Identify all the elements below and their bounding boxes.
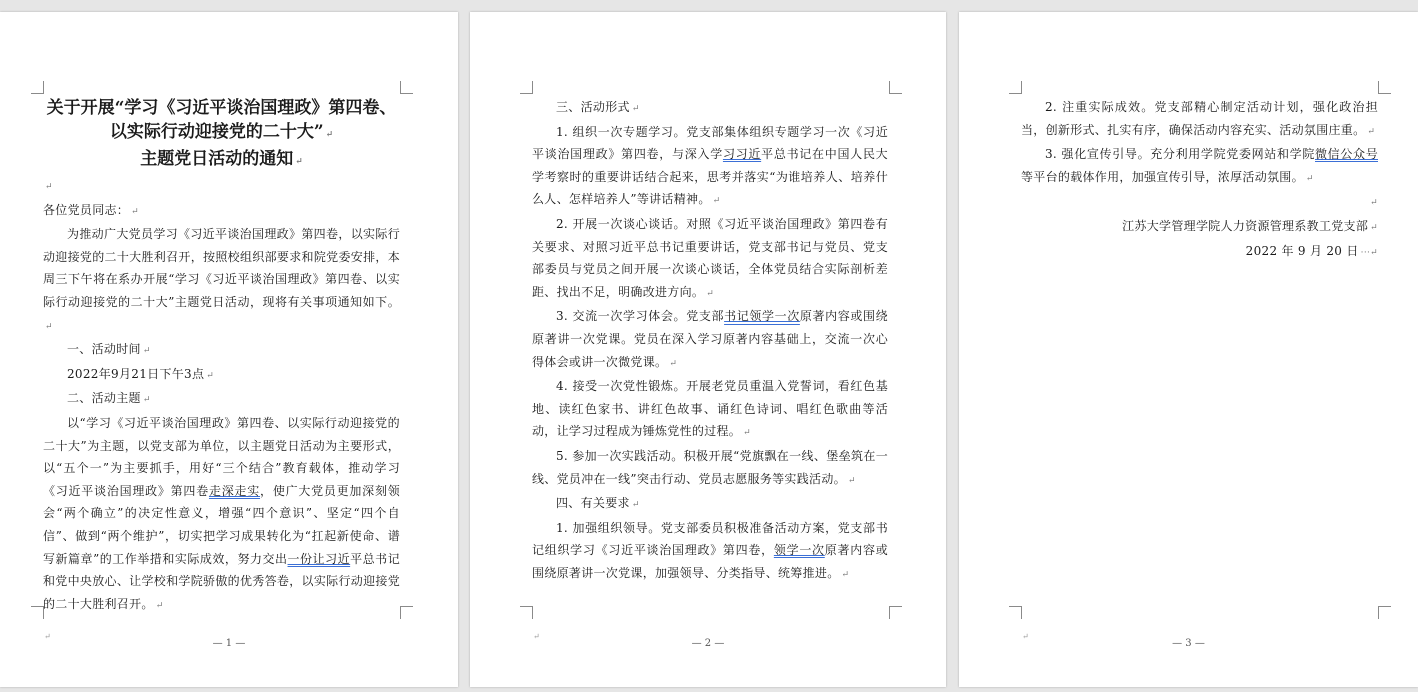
page-2-content — [532, 96, 888, 586]
crop-mark — [400, 81, 413, 94]
greeting: 各位党员同志： ↵ — [43, 202, 139, 217]
section-heading: 二、活动主题 ↵ — [67, 391, 151, 406]
form-item: 1. 组织一次专题学习。党支部集体组织专题学习一次《习近平谈治国理政》第四卷，与深入学习习近平总书记在中国人民大学考察时的重要讲话结合起来，思考并落实“为谁培养人、培养什么人、怎样培养人”等讲话精神。 ↵ — [532, 124, 888, 207]
crop-mark — [1378, 606, 1391, 619]
activity-time: 2022年9月21日下午3点 ↵ — [67, 366, 215, 381]
crop-mark — [889, 81, 902, 94]
page-3-content — [1021, 96, 1378, 264]
document-page-3: 2. 注重实际成效。党支部精心制定活动计划，强化政治担当，创新形式、扎实有序，确保活动内容充实、活动氛围庄重。 ↵ 3. 强化宣传引导。充分利用学院党委网站和学院微信公众号等平台的载体作用，加强宣传引导，浓厚活动氛围。 ↵ ↵ 江苏大学管理学院人力资源管理系教工党支部 ↵ 2022 年 9 月 20 日 ···↵ ↵ — 3 — — [959, 12, 1418, 687]
blank-line: ↵ — [45, 182, 53, 192]
page-number: — 1 — — [212, 638, 246, 649]
crop-mark — [889, 606, 902, 619]
crop-mark — [520, 81, 533, 94]
document-page-2: 三、活动形式 ↵ 1. 组织一次专题学习。党支部集体组织专题学习一次《习近平谈治国理政》第四卷，与深入学习习近平总书记在中国人民大学考察时的重要讲话结合起来，思考并落实“为谁培养人、培养什么人、怎样培养人”等讲话精神。 ↵ 2. 开展一次谈心谈话。对照《习近平谈治国理政》第四卷有关要求、对照习近平总书记重要讲话，党支部书记与党员、党支部委员与党员之间开展一次谈心谈话，全体党员结合实际剖析差距、找出不足，明确改进方向。 ↵ 3. 交流一次学习体会。党支部书记领学一次原著内容或围绕原著讲一次党课。党员在深入学习原著内容基础上，交流一次心得体会或讲一次微党课。 ↵ 4. 接受一次党性锻炼。开展老党员重温入党誓词，看红色基地、读红色家书、讲红色故事、诵红色诗词、唱红色歌曲等活动，让学习过程成为锤炼党性的过程。 ↵ 5. 参加一次实践活动。积极开展“党旗飘在一线、堡垒筑在一线、党员冲在一线”突击行动、党员志愿服务等实践活动。 ↵ 四、有关要求 ↵ 1. 加强组织领导。党支部委员积极准备活动方案，党支部书记组织学习《习近平谈治国理政》第四卷，领学一次原著内容或围绕原著讲一次党课，加强领导、分类指导、统筹推进。 ↵ ↵ — 2 — — [470, 12, 946, 687]
blank-line: ↵ — [1370, 198, 1378, 209]
crop-mark — [520, 606, 533, 619]
signature-date: 2022 年 9 月 20 日 ···↵ — [1245, 243, 1378, 258]
notice-title: 主题党日活动的通知 ↵ — [140, 149, 303, 169]
crop-mark — [1009, 81, 1022, 94]
notice-title: 以实际行动迎接党的二十大” ↵ — [109, 122, 334, 142]
form-item: 4. 接受一次党性锻炼。开展老党员重温入党誓词，看红色基地、读红色家书、讲红色故事、诵红色诗词、唱红色歌曲等活动，让学习过程成为锤炼党性的过程。 ↵ — [532, 379, 888, 439]
form-item: 2. 开展一次谈心谈话。对照《习近平谈治国理政》第四卷有关要求、对照习近平总书记重要讲话，党支部书记与党员、党支部委员与党员之间开展一次谈心谈话，全体党员结合实际剖析差距、找出不足，明确改进方向。 ↵ — [532, 216, 888, 299]
section-heading: 三、活动形式 ↵ — [556, 100, 640, 114]
crop-mark — [400, 606, 413, 619]
signature: 江苏大学管理学院人力资源管理系教工党支部 ↵ — [1122, 218, 1378, 233]
page-number: — 2 — — [691, 638, 725, 649]
notice-title: 关于开展“学习《习近平谈治国理政》第四卷、 — [46, 98, 397, 118]
section-heading: 一、活动时间 ↵ — [67, 342, 151, 357]
intro-paragraph: 为推动广大党员学习《习近平谈治国理政》第四卷，以实际行动迎接党的二十大胜利召开，按照校组织部要求和院党委安排，本周三下午将在系办开展“学习《习近平谈治国理政》第四卷、以实际行动迎接党的二十大”主题党日活动，现将有关事项通知如下。↵ — [43, 227, 400, 332]
crop-mark — [1009, 606, 1022, 619]
document-page-1: 关于开展“学习《习近平谈治国理政》第四卷、 以实际行动迎接党的二十大” ↵ 主题党日活动的通知 ↵ ↵ 各位党员同志： ↵ 为推动广大党员学习《习近平谈治国理政》第四卷，以实际行动迎接党的二十大胜利召开，按照校组织部要求和院党委安排，本周三下午将在系办开展“学习《习近平谈治国理政》第四卷、以实际行动迎接党的二十大”主题党日活动，现将有关事项通知如下。↵ 一、活动时间 ↵ 2022年9月21日下午3点 ↵ 二、活动主题 ↵ 以“学习《习近平谈治国理政》第四卷、以实际行动迎接党的二十大”为主题，以党支部为单位，以主题党日活动为主要形式，以“五个一”为主要抓手，用好“三个结合”教育载体，推动学习《习近平谈治国理政》第四卷走深走实，使广大党员更加深刻领会“两个确立”的决定性意义，增强“四个意识”、坚定“四个自信”、做到“两个维护”，切实把学习成果转化为“扛起新使命、谱写新篇章”的工作举措和实际成效，努力交出一份让习近平总书记和党中央放心、让学校和学院骄傲的优秀答卷，以实际行动迎接党的二十大胜利召开。 ↵ ↵ — 1 — — [0, 12, 458, 687]
form-item: 3. 交流一次学习体会。党支部书记领学一次原著内容或围绕原著讲一次党课。党员在深入学习原著内容基础上，交流一次心得体会或讲一次微党课。 ↵ — [532, 309, 888, 369]
page-1-content — [43, 96, 400, 617]
page-number: — 3 — — [1172, 638, 1205, 649]
crop-mark — [1378, 81, 1391, 94]
crop-mark — [31, 81, 44, 94]
requirement-item: 3. 强化宣传引导。充分利用学院党委网站和学院微信公众号等平台的载体作用，加强宣传引导，浓厚活动氛围。 ↵ — [1021, 147, 1378, 184]
theme-paragraph: 以“学习《习近平谈治国理政》第四卷、以实际行动迎接党的二十大”为主题，以党支部为单位，以主题党日活动为主要形式，以“五个一”为主要抓手，用好“三个结合”教育载体，推动学习《习近平谈治国理政》第四卷走深走实，使广大党员更加深刻领会“两个确立”的决定性意义，增强“四个意识”、坚定“四个自信”、做到“两个维护”，切实把学习成果转化为“扛起新使命、谱写新篇章”的工作举措和实际成效，努力交出一份让习近平总书记和党中央放心、让学校和学院骄傲的优秀答卷，以实际行动迎接党的二十大胜利召开。 ↵ — [43, 415, 401, 611]
form-item: 5. 参加一次实践活动。积极开展“党旗飘在一线、堡垒筑在一线、党员冲在一线”突击行动、党员志愿服务等实践活动。 ↵ — [532, 448, 888, 486]
requirement-item: 1. 加强组织领导。党支部委员积极准备活动方案，党支部书记组织学习《习近平谈治国理政》第四卷，领学一次原著内容或围绕原著讲一次党课，加强领导、分类指导、统筹推进。 ↵ — [532, 520, 888, 580]
requirement-item: 2. 注重实际成效。党支部精心制定活动计划，强化政治担当，创新形式、扎实有序，确保活动内容充实、活动氛围庄重。 ↵ — [1021, 100, 1378, 137]
section-heading: 四、有关要求 ↵ — [556, 496, 640, 511]
